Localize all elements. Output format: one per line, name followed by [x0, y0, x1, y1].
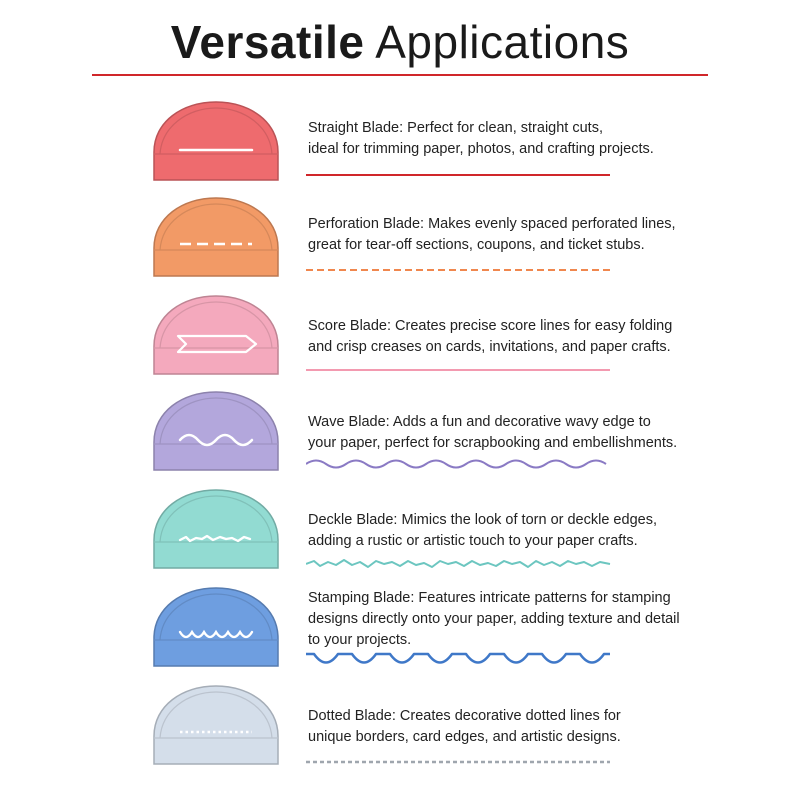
- blade-description: [308, 706, 728, 748]
- blade-description: [308, 588, 728, 651]
- blade-row-perforation: [0, 196, 800, 296]
- desc-line: Dotted Blade: Creates decorative dotted lines for: [308, 708, 621, 724]
- desc-line: Deckle Blade: Mimics the look of torn or deckle edges,: [308, 512, 657, 528]
- blade-row-stamping: [0, 586, 800, 686]
- title-light: Applications: [375, 16, 630, 68]
- blade-description: [308, 412, 728, 454]
- score-line-sample: [306, 358, 612, 382]
- straight-blade-icon: [150, 100, 282, 184]
- perforation-blade-icon: [150, 196, 282, 280]
- perforation-cut-sample: [306, 258, 612, 282]
- desc-line: to your projects.: [308, 632, 412, 648]
- desc-line: unique borders, card edges, and artistic designs.: [308, 729, 621, 745]
- desc-line: designs directly onto your paper, adding texture and detail: [308, 611, 680, 627]
- desc-line: Score Blade: Creates precise score lines for easy folding: [308, 318, 673, 334]
- title-bold: Versatile: [170, 16, 365, 68]
- blade-description: [308, 316, 728, 358]
- desc-line: ideal for trimming paper, photos, and crafting projects.: [308, 141, 654, 157]
- stamping-blade-icon: [150, 586, 282, 670]
- blade-row-wave: [0, 390, 800, 490]
- dotted-blade-icon: [150, 684, 282, 768]
- straight-cut-sample: [306, 163, 612, 187]
- desc-line: great for tear-off sections, coupons, and ticket stubs.: [308, 237, 645, 253]
- wave-cut-sample: [306, 452, 612, 476]
- title-rule: [92, 74, 708, 76]
- stamping-cut-sample: [306, 647, 612, 671]
- desc-line: Wave Blade: Adds a fun and decorative wavy edge to: [308, 414, 651, 430]
- desc-line: Stamping Blade: Features intricate patterns for stamping: [308, 590, 671, 606]
- blade-description: [308, 510, 728, 552]
- blade-row-deckle: [0, 488, 800, 588]
- blade-row-dotted: [0, 684, 800, 784]
- deckle-cut-sample: [306, 552, 612, 576]
- page-title: [0, 12, 800, 72]
- deckle-blade-icon: [150, 488, 282, 572]
- blade-row-score: [0, 294, 800, 394]
- desc-line: and crisp creases on cards, invitations, and paper crafts.: [308, 339, 671, 355]
- blade-description: [308, 118, 728, 160]
- desc-line: your paper, perfect for scrapbooking and embellishments.: [308, 435, 678, 451]
- desc-line: Perforation Blade: Makes evenly spaced perforated lines,: [308, 216, 676, 232]
- desc-line: adding a rustic or artistic touch to your paper crafts.: [308, 533, 638, 549]
- blade-description: [308, 214, 728, 256]
- blade-row-straight: [0, 100, 800, 200]
- wave-blade-icon: [150, 390, 282, 474]
- dotted-cut-sample: [306, 750, 612, 774]
- score-blade-icon: [150, 294, 282, 378]
- desc-line: Straight Blade: Perfect for clean, straight cuts,: [308, 120, 603, 136]
